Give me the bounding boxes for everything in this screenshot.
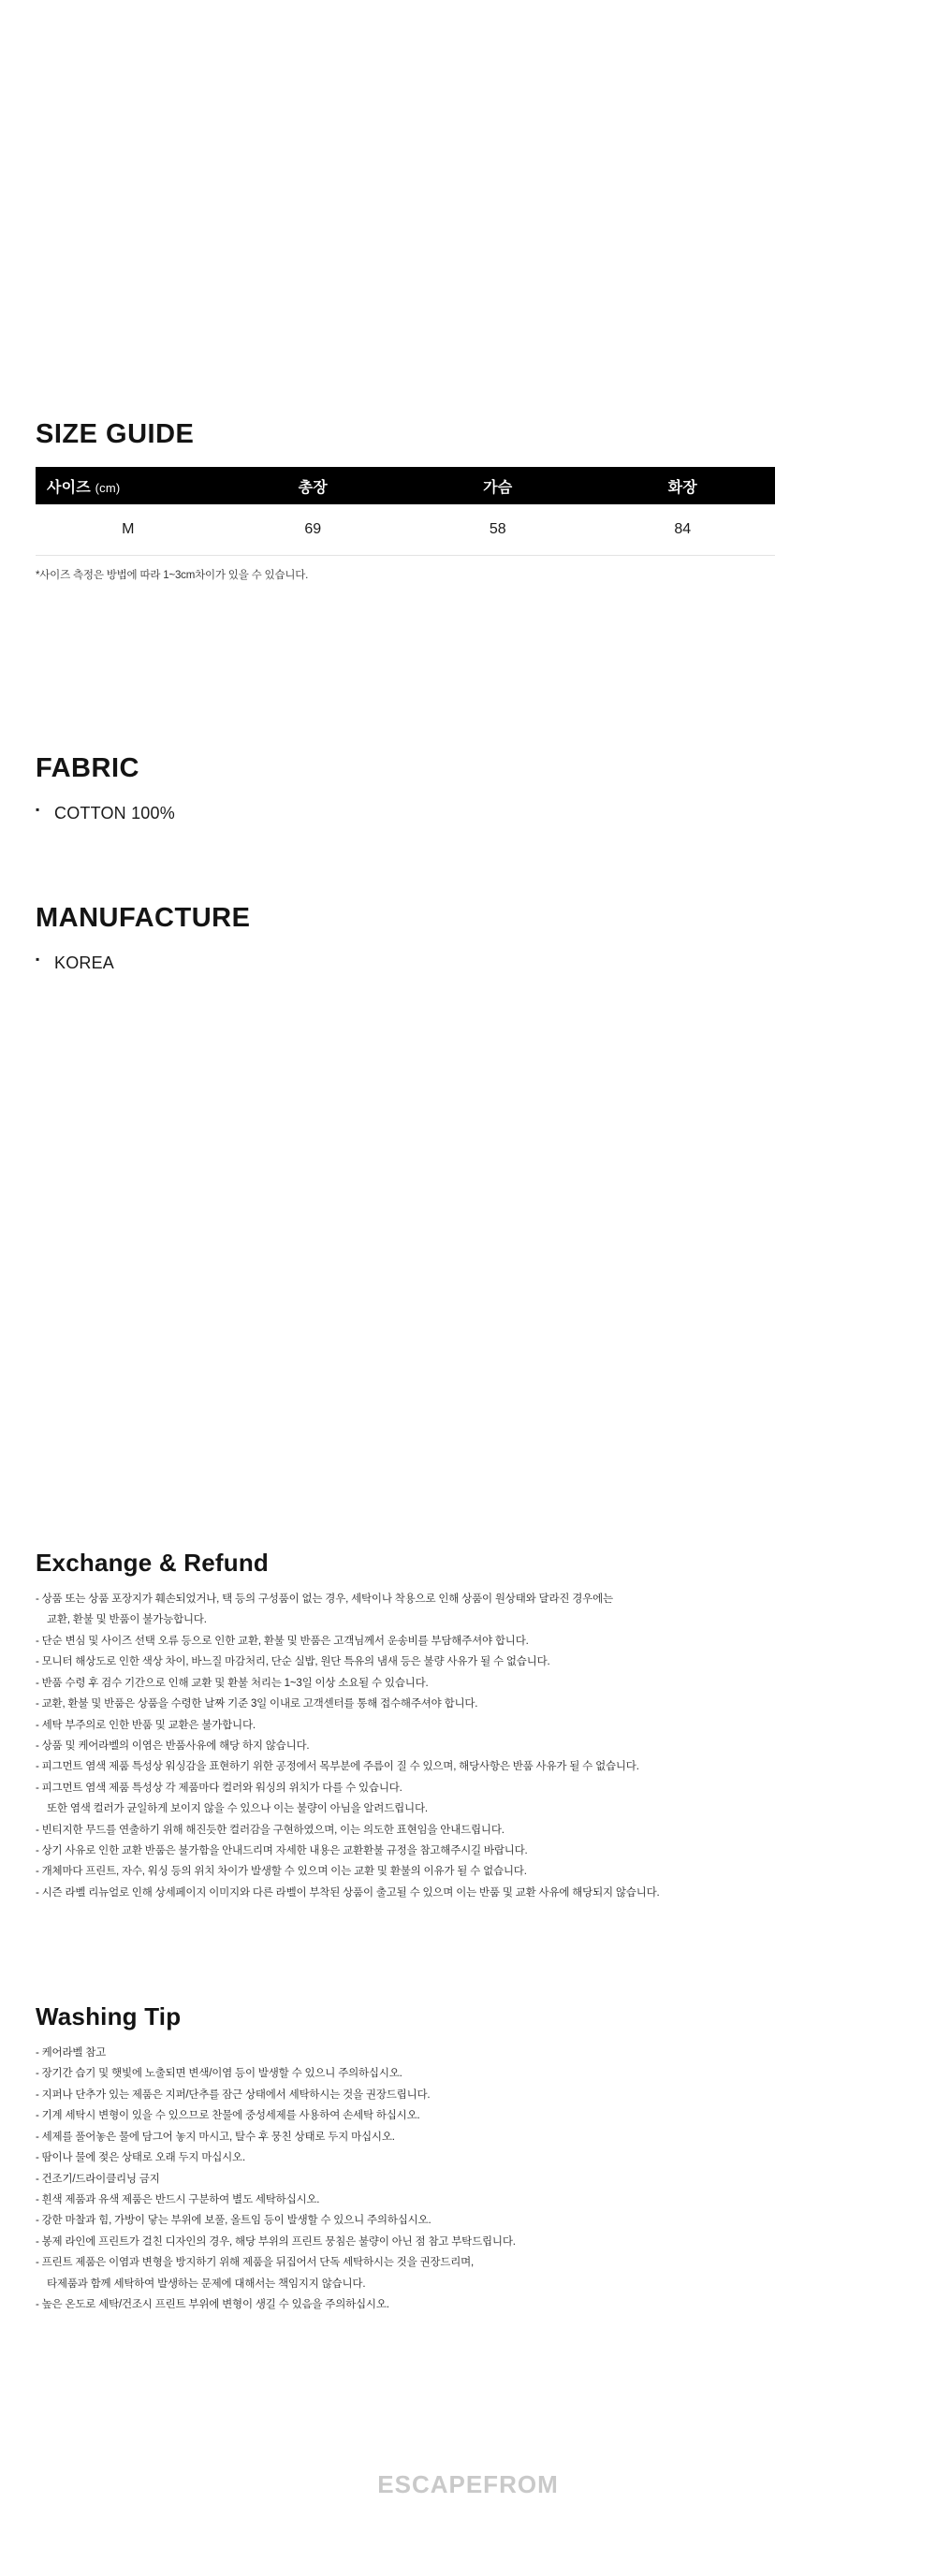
list-item: - 기계 세탁시 변형이 있을 수 있으므로 찬물에 중성세제를 사용하여 손세탁 하십시오. — [36, 2110, 420, 2122]
exchange-refund-section — [36, 1549, 906, 1903]
manufacture-list — [36, 951, 775, 976]
list-item: - 봉제 라인에 프린트가 걸친 디자인의 경우, 해당 부위의 프린트 뭉침은 불량이 아닌 점 참고 부탁드립니다. — [36, 2235, 516, 2248]
list-item: - 케어라벨 참고 — [36, 2047, 107, 2059]
list-item: - 땀이나 물에 젖은 상태로 오래 두지 마십시오. — [36, 2152, 245, 2164]
list-item: - 흰색 제품과 유색 제품은 반드시 구분하여 별도 세탁하십시오. — [36, 2193, 320, 2205]
list-item: - 단순 변심 및 사이즈 선택 오류 등으로 인한 교환, 환불 및 반품은 고객님께서 운송비를 부담해주셔야 합니다. — [36, 1635, 529, 1647]
size-guide-col-length: 총장 — [221, 467, 406, 504]
washing-tip-list — [36, 2043, 906, 2315]
list-item: - 지퍼나 단추가 있는 제품은 지퍼/단추를 잠근 상태에서 세탁하시는 것을 권장드립니다. — [36, 2088, 431, 2101]
list-item: ▪ COTTON 100% — [36, 801, 775, 826]
size-guide-col-chest: 가슴 — [405, 467, 591, 504]
list-item: - 상품 또는 상품 포장지가 훼손되었거나, 택 등의 구성품이 없는 경우, 세탁이나 착용으로 인해 상품이 원상태와 달라진 경우에는 — [36, 1594, 613, 1605]
size-guide-title: SIZE GUIDE — [36, 419, 195, 449]
list-item: - 피그먼트 염색 제품 특성상 각 제품마다 컬러와 워싱의 위치가 다를 수 있습니다. — [36, 1782, 402, 1794]
list-item: ▪ KOREA — [36, 951, 775, 976]
size-guide-col-size — [36, 467, 221, 504]
washing-tip-section — [36, 2002, 906, 2315]
fabric-section — [36, 753, 775, 826]
size-guide-table — [36, 467, 775, 556]
list-item: - 개체마다 프린트, 자수, 워싱 등의 위치 차이가 발생할 수 있으며 이는 교환 및 환불의 이유가 될 수 없습니다. — [36, 1866, 527, 1878]
list-item: - 세제를 풀어놓은 물에 담그어 놓지 마시고, 탈수 후 뭉친 상태로 두지 마십시오. — [36, 2131, 395, 2143]
list-item: 타제품과 함께 세탁하여 발생하는 문제에 대해서는 책임지지 않습니다. — [47, 2278, 366, 2290]
size-value: M — [36, 504, 221, 556]
list-item: - 높은 온도로 세탁/건조시 프린트 부위에 변형이 생길 수 있음을 주의하십시오. — [36, 2299, 389, 2311]
list-item: - 프린트 제품은 이염과 변형을 방지하기 위해 제품을 뒤집어서 단독 세탁하시는 것을 권장드리며, — [36, 2257, 475, 2269]
list-item: - 상품 및 케어라벨의 이염은 반품사유에 해당 하지 않습니다. — [36, 1739, 310, 1752]
length-value: 69 — [221, 504, 406, 556]
list-item: - 상기 사유로 인한 교환 반품은 불가함을 안내드리며 자세한 내용은 교환환불 규정을 참고해주시길 바랍니다. — [36, 1845, 528, 1857]
sleeve-value: 84 — [591, 504, 776, 556]
list-item: - 모니터 해상도로 인한 색상 차이, 바느질 마감처리, 단순 실밥, 원단 특유의 냄새 등은 불량 사유가 될 수 없습니다. — [36, 1656, 550, 1668]
list-item: 또한 염색 컬러가 균일하게 보이지 않을 수 있으나 이는 불량이 아님을 알려드립니다. — [47, 1803, 428, 1815]
list-item: - 건조기/드라이클리닝 금지 — [36, 2173, 160, 2185]
washing-tip-title: Washing Tip — [36, 2002, 182, 2030]
size-guide-col-sleeve: 화장 — [591, 467, 776, 504]
list-item: - 반품 수령 후 검수 기간으로 인해 교환 및 환불 처리는 1~3일 이상 소요될 수 있습니다. — [36, 1677, 429, 1689]
fabric-title: FABRIC — [36, 753, 139, 783]
size-guide-note: *사이즈 측정은 방법에 따라 1~3cm차이가 있을 수 있습니다. — [36, 570, 309, 581]
exchange-refund-title: Exchange & Refund — [36, 1549, 269, 1577]
exchange-refund-list — [36, 1589, 906, 1903]
list-item: - 빈티지한 무드를 연출하기 위해 해진듯한 컬러감을 구현하였으며, 이는 의도한 표현임을 안내드립니다. — [36, 1824, 505, 1836]
size-guide-section — [36, 419, 775, 582]
brand-logo: ESCAPEFROM — [377, 2470, 559, 2498]
manufacture-title: MANUFACTURE — [36, 903, 251, 933]
chest-value: 58 — [405, 504, 591, 556]
list-item: - 교환, 환불 및 반품은 상품을 수령한 날짜 기준 3일 이내로 고객센터를 통해 접수해주셔야 합니다. — [36, 1698, 478, 1710]
size-guide-header-row — [36, 467, 775, 504]
list-item: - 피그먼트 염색 제품 특성상 워싱감을 표현하기 위한 공정에서 목부분에 주름이 질 수 있으며, 해당사항은 반품 사유가 될 수 없습니다. — [36, 1761, 639, 1773]
list-item: - 세탁 부주의로 인한 반품 및 교환은 불가합니다. — [36, 1719, 256, 1731]
size-guide-unit: (cm) — [95, 480, 121, 495]
list-item: - 강한 마찰과 힘, 가방이 닿는 부위에 보풀, 올트임 등이 발생할 수 있으니 주의하십시오. — [36, 2215, 431, 2227]
list-item: - 장기간 습기 및 햇빛에 노출되면 변색/이염 등이 발생할 수 있으니 주의하십시오. — [36, 2068, 402, 2080]
manufacture-section — [36, 903, 775, 976]
list-item: 교환, 환불 및 반품이 불가능합니다. — [47, 1614, 207, 1626]
size-guide-col-size-label: 사이즈 — [47, 479, 91, 496]
list-item: - 시즌 라벨 리뉴얼로 인해 상세페이지 이미지와 다른 라벨이 부착된 상품이 출고될 수 있으며 이는 반품 및 교환 사유에 해당되지 않습니다. — [36, 1886, 660, 1899]
fabric-list — [36, 801, 775, 826]
table-row — [36, 504, 775, 556]
